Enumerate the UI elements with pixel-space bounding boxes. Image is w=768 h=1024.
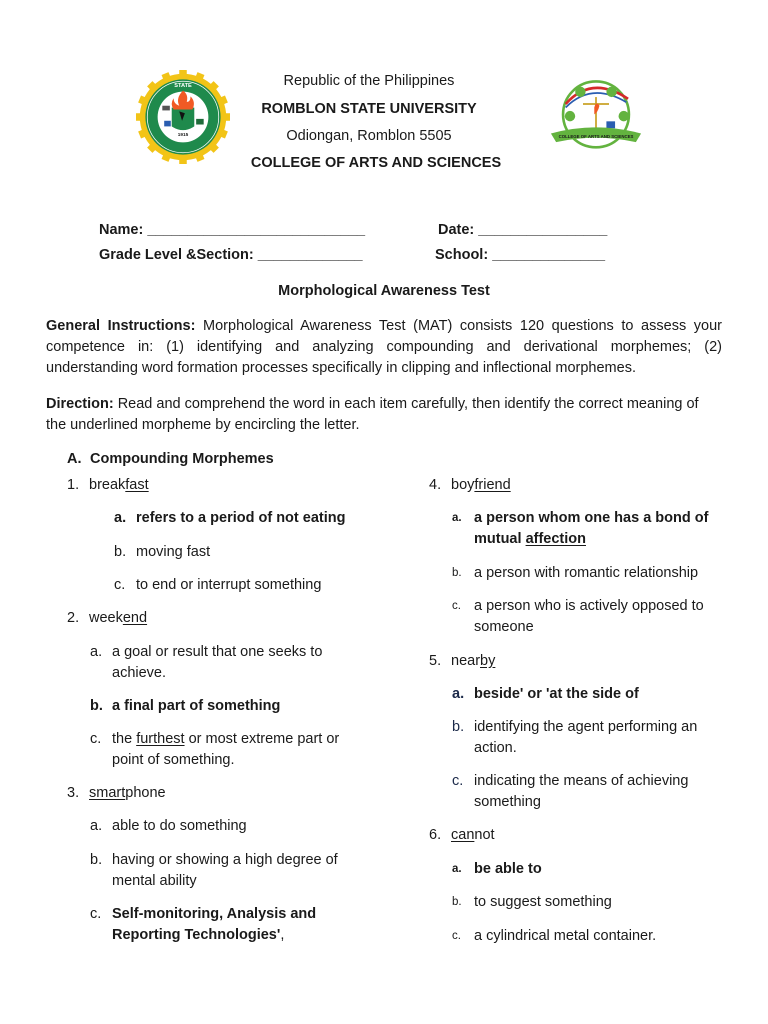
question-number: 3. [67,785,80,801]
name-label: Name: [99,222,144,238]
question-word: breakfast [89,477,149,493]
gi-text: Morphological Awareness Test (MAT) consists 120 questions to assess your competence in: (1) identifying and analyzing compounding and derivational morphemes; (2) understanding word formation processes specifically in clipping and inflectional morphemes. [46,318,723,376]
underlined-word: furthest [136,731,185,747]
general-instructions [46,316,722,379]
svg-text:1915: 1915 [177,131,189,137]
school-field[interactable] [435,247,605,263]
svg-text:COLLEGE OF ARTS AND SCIENCES: COLLEGE OF ARTS AND SCIENCES [558,133,634,139]
question-number: 5. [429,653,442,669]
question-number: 2. [67,610,80,626]
question-number: 1. [67,477,80,493]
date-field[interactable] [438,222,607,238]
question-number: 6. [429,827,442,843]
underlined-morpheme: end [122,610,148,626]
school-label: School: [435,247,489,263]
underlined-morpheme: smart [89,785,126,801]
question-number: 4. [429,477,442,493]
grade-blank[interactable]: _____________ [257,247,363,263]
header-address: Odiongan, Romblon 5505 [286,128,452,144]
date-label: Date: [438,222,475,238]
underlined-morpheme: by [480,653,496,669]
date-blank[interactable]: ________________ [478,222,608,238]
question-word: smartphone [89,785,166,801]
test-title: Morphological Awareness Test [278,283,490,299]
school-blank[interactable]: ______________ [492,247,606,263]
header-university: ROMBLON STATE UNIVERSITY [261,101,477,117]
underlined-word: affection [525,531,586,547]
name-blank[interactable]: ___________________________ [147,222,366,238]
dir-text: Read and comprehend the word in each item carefully, then identify the correct meaning of the underlined morpheme by encircling the letter. [46,396,699,433]
section-title: Compounding Morphemes [90,451,274,467]
college-seal-icon [543,78,649,156]
question-word: boyfriend [451,477,511,493]
underlined-morpheme: friend [474,477,511,493]
question-word: weekend [89,610,148,626]
underlined-morpheme: fast [125,477,149,493]
question-word: cannot [451,827,495,843]
underlined-morpheme: can [451,827,475,843]
section-letter: A. [67,451,82,467]
svg-text:STATE: STATE [174,82,192,89]
grade-label: Grade Level &Section: [99,247,254,263]
dir-label: Direction: [46,396,114,412]
header-republic: Republic of the Philippines [283,73,455,89]
direction [46,394,722,436]
gi-label: General Instructions: [46,318,196,334]
grade-section-field[interactable] [99,247,363,263]
question-word: nearby [451,653,496,669]
section-heading [67,451,274,467]
name-field[interactable] [99,222,365,238]
header-college: COLLEGE OF ARTS AND SCIENCES [250,155,502,171]
